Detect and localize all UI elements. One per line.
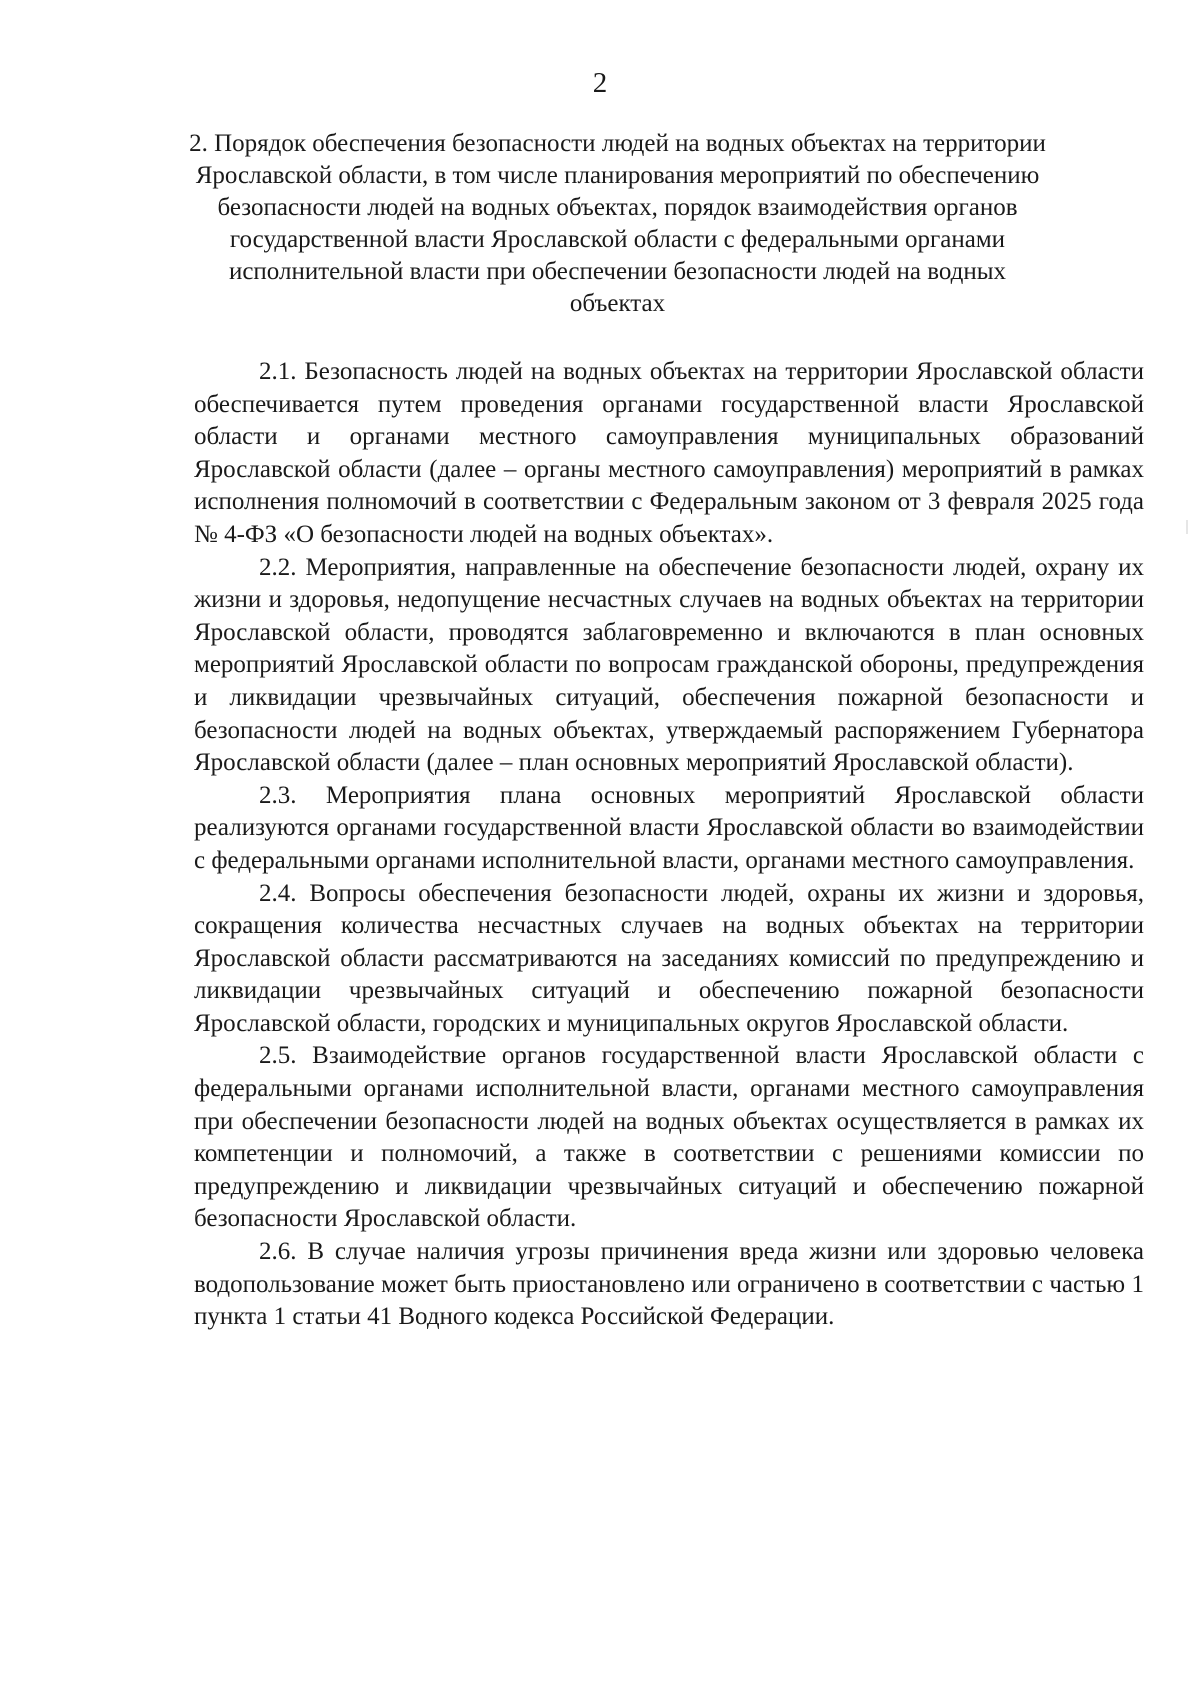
paragraph-2-1: 2.1. Безопасность людей на водных объектах на территории Ярославской области обеспечивается путем проведения органами государственной власти Ярославской области и органами местного самоуправления муниципальных образований Ярославской области (далее – органы местного самоуправления) мероприятий в рамках исполнения полномочий в соответствии с Федеральным законом от 3 февраля 2025 года № 4-ФЗ «О безопасности людей на водных объектах». bbox=[194, 358, 1144, 548]
page-number: 2 bbox=[592, 67, 608, 99]
paragraph-2-4: 2.4. Вопросы обеспечения безопасности людей, охраны их жизни и здоровья, сокращения количества несчастных случаев на водных объектах на территории Ярославской области рассматриваются на заседаниях комиссий по предупреждению и ликвидации чрезвычайных ситуаций и обеспечению пожарной безопасности Ярославской области, городских и муниципальных округов Ярославской области. bbox=[194, 879, 1144, 1037]
paragraph-2-6: 2.6. В случае наличия угрозы причинения вреда жизни или здоровью человека водопользование может быть приостановлено или ограничено в соответствии с частью 1 пункта 1 статьи 41 Водного кодекса Российской Федерации. bbox=[194, 1238, 1144, 1331]
paragraph-2-5: 2.5. Взаимодействие органов государственной власти Ярославской области с федеральными органами исполнительной власти, органами местного самоуправления при обеспечении безопасности людей на водных объектах осуществляется в рамках их компетенции и полномочий, а также в соответствии с решениями комиссии по предупреждению и ликвидации чрезвычайных ситуаций и обеспечению пожарной безопасности Ярославской области. bbox=[194, 1042, 1144, 1233]
paragraph-2-3: 2.3. Мероприятия плана основных мероприятий Ярославской области реализуются органами государственной власти Ярославской области во взаимодействии с федеральными органами исполнительной власти, органами местного самоуправления. bbox=[194, 781, 1144, 874]
scan-edge-mark bbox=[1186, 520, 1188, 534]
document-body bbox=[194, 356, 1144, 1334]
section-title: 2. Порядок обеспечения безопасности людей на водных объектах на территории Ярославской области, в том числе планирования мероприятий по обеспечению безопасности людей на водных объектах, порядок взаимодействия органов государственной власти Ярославской области с федеральными органами исполнительной власти при обеспечении безопасности людей на водных объектах bbox=[189, 130, 1046, 317]
paragraph-2-2: 2.2. Мероприятия, направленные на обеспечение безопасности людей, охрану их жизни и здоровья, недопущение несчастных случаев на водных объектах на территории Ярославской области, проводятся заблаговременно и включаются в план основных мероприятий Ярославской области по вопросам гражданской обороны, предупреждения и ликвидации чрезвычайных ситуаций, обеспечения пожарной безопасности и безопасности людей на водных объектах, утверждаемый распоряжением Губернатора Ярославской области (далее – план основных мероприятий Ярославской области). bbox=[194, 553, 1144, 777]
